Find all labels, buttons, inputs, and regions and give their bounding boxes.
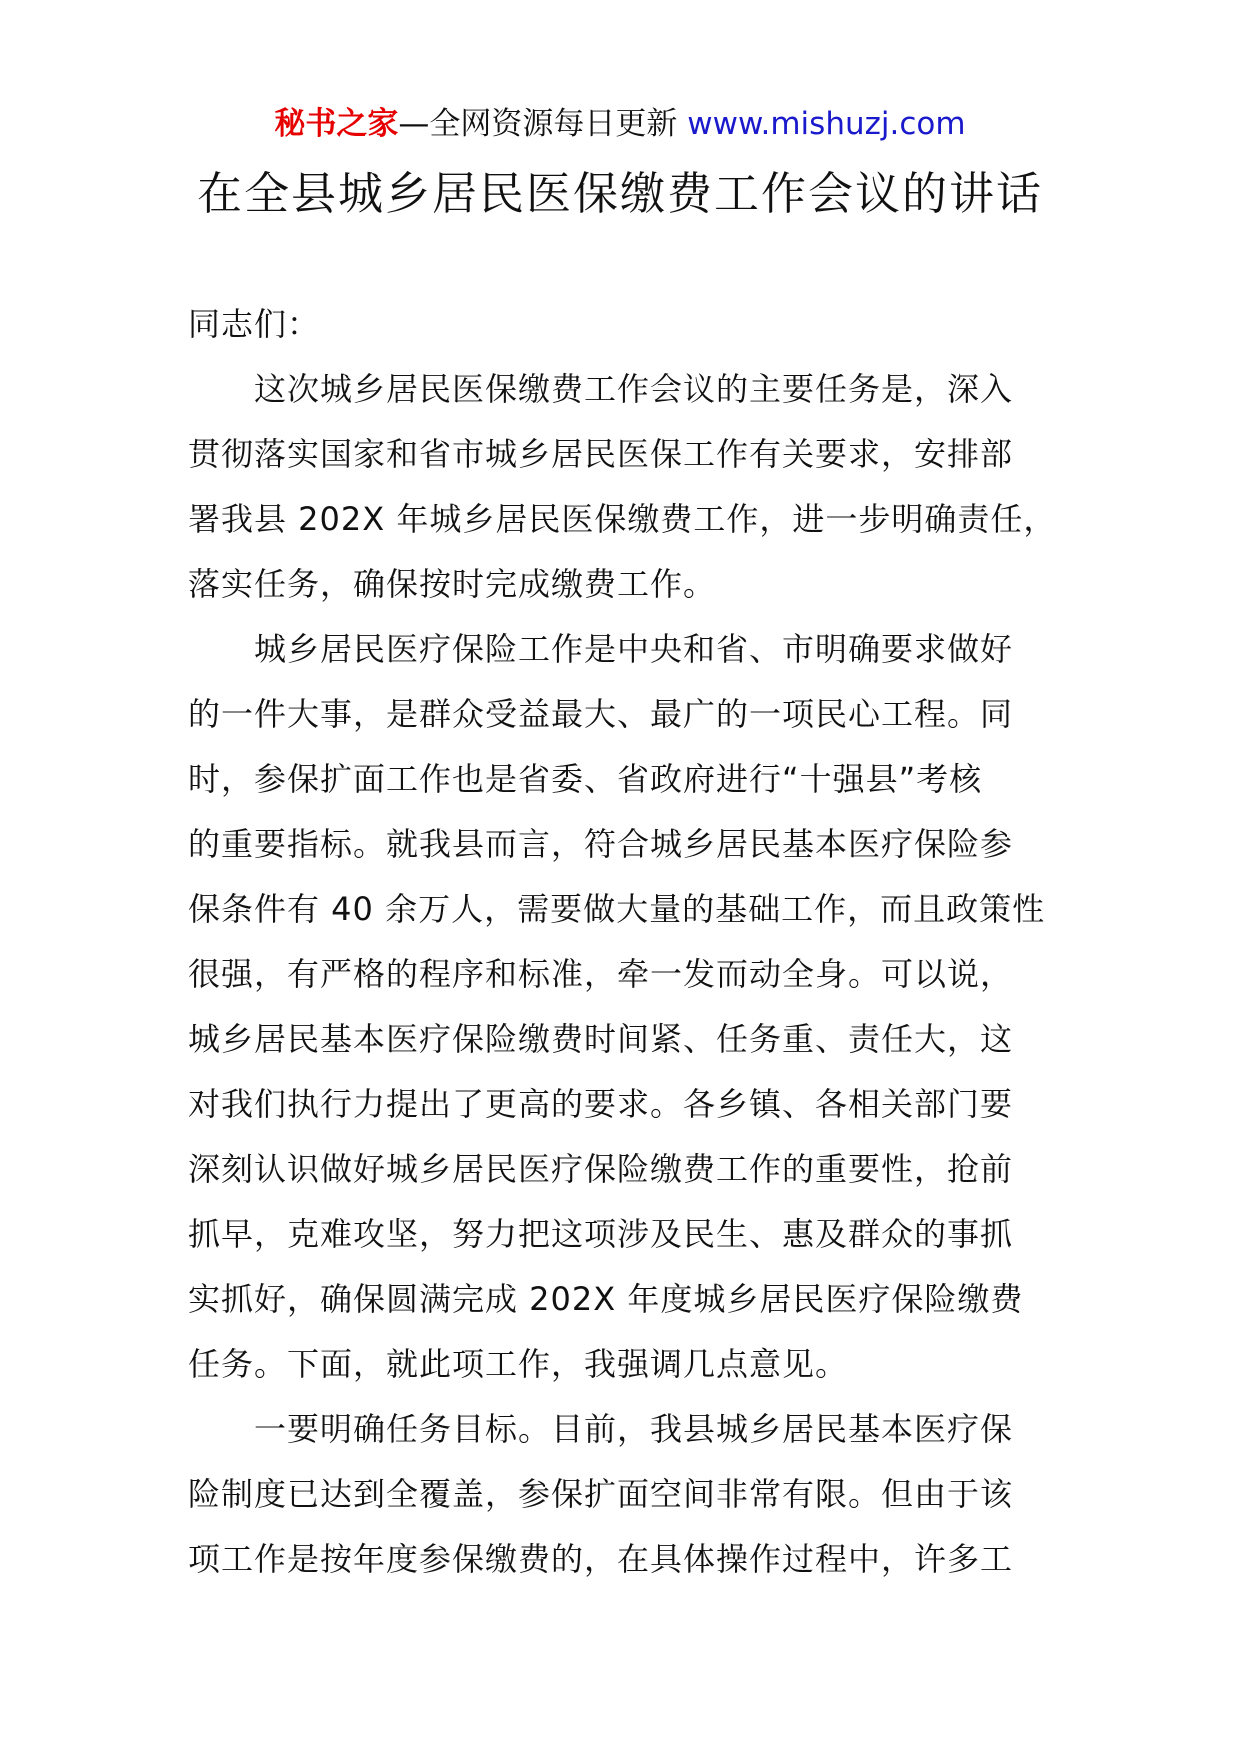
body-line: 署我县 202X 年城乡居民医保缴费工作，进一步明确责任， bbox=[188, 500, 1057, 538]
body-line: 一要明确任务目标。目前，我县城乡居民基本医疗保 bbox=[254, 1410, 1014, 1448]
body-line: 深刻认识做好城乡居民医疗保险缴费工作的重要性，抢前 bbox=[188, 1150, 1014, 1188]
site-header bbox=[0, 100, 1240, 148]
brand-name: 秘书之家 bbox=[274, 106, 399, 142]
body-line: 实抓好，确保圆满完成 202X 年度城乡居民医疗保险缴费 bbox=[188, 1280, 1024, 1318]
body-line: 城乡居民医疗保险工作是中央和省、市明确要求做好 bbox=[254, 630, 1014, 668]
body-line: 的重要指标。就我县而言，符合城乡居民基本医疗保险参 bbox=[188, 825, 1014, 863]
body-line: 同志们： bbox=[188, 305, 321, 343]
body-line: 任务。下面，就此项工作，我强调几点意见。 bbox=[188, 1345, 849, 1383]
site-url-link[interactable]: www.mishuzj.com bbox=[687, 106, 966, 142]
body-line: 对我们执行力提出了更高的要求。各乡镇、各相关部门要 bbox=[188, 1085, 1014, 1123]
body-line: 贯彻落实国家和省市城乡居民医保工作有关要求，安排部 bbox=[188, 435, 1014, 473]
body-line: 城乡居民基本医疗保险缴费时间紧、任务重、责任大，这 bbox=[188, 1020, 1014, 1058]
body-line: 的一件大事，是群众受益最大、最广的一项民心工程。同 bbox=[188, 695, 1014, 733]
body-line: 保条件有 40 余万人，需要做大量的基础工作，而且政策性 bbox=[188, 890, 1046, 928]
body-line: 这次城乡居民医保缴费工作会议的主要任务是，深入 bbox=[254, 370, 1014, 408]
body-line: 险制度已达到全覆盖，参保扩面空间非常有限。但由于该 bbox=[188, 1475, 1014, 1513]
document-body bbox=[188, 292, 1088, 1592]
body-line: 落实任务，确保按时完成缴费工作。 bbox=[188, 565, 717, 603]
document-title: 在全县城乡居民医保缴费工作会议的讲话 bbox=[196, 167, 1043, 220]
body-line: 抓早，克难攻坚，努力把这项涉及民生、惠及群众的事抓 bbox=[188, 1215, 1014, 1253]
header-slogan: —全网资源每日更新 bbox=[398, 106, 688, 142]
body-line: 很强，有严格的程序和标准，牵一发而动全身。可以说， bbox=[188, 955, 1014, 993]
body-line: 项工作是按年度参保缴费的，在具体操作过程中，许多工 bbox=[188, 1540, 1014, 1578]
body-line: 时，参保扩面工作也是省委、省政府进行“十强县”考核 bbox=[188, 760, 983, 798]
